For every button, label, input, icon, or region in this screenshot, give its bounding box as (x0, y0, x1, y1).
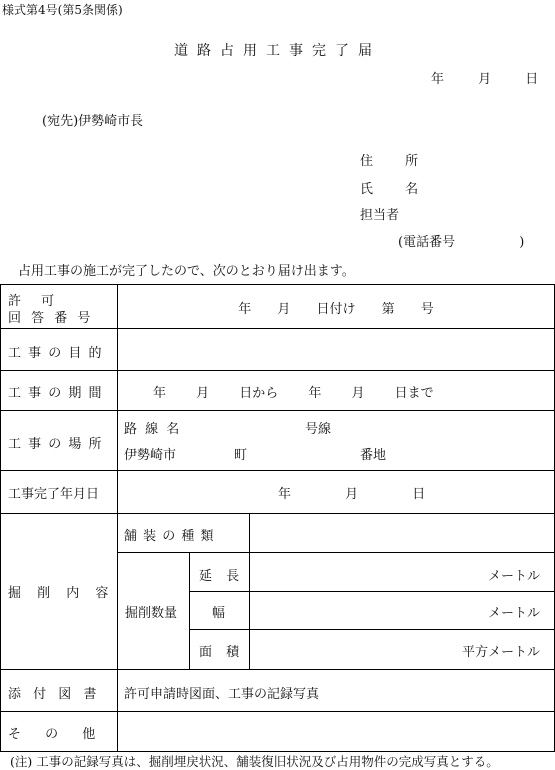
other-value[interactable] (124, 718, 544, 744)
table-rule (189, 629, 555, 630)
submission-date: 年 月 日 (431, 72, 539, 87)
width-unit: メートル (487, 606, 540, 621)
table-rule (0, 284, 555, 285)
location-lot: 番地 (360, 448, 387, 463)
form-title: 道路占用工事完了届 (174, 43, 381, 59)
form-number: 様式第4号(第5条関係) (2, 3, 123, 17)
completion-form-table (0, 284, 555, 752)
completion-date-value: 年 月 日 (278, 487, 426, 502)
applicant-person-label: 担当者 (360, 208, 400, 223)
permit-label-line1: 許 可 (8, 294, 63, 309)
purpose-value[interactable] (124, 336, 544, 364)
permit-value: 年 月 日付け 第 号 (238, 302, 434, 317)
purpose-label: 工 事 の 目 的 (8, 346, 102, 361)
table-rule (189, 552, 190, 669)
permit-label-line2: 回 答 番 号 (8, 311, 91, 326)
length-unit: メートル (487, 569, 540, 584)
intro-text: 占用工事の施工が完了したので、次のとおり届け出ます。 (18, 264, 355, 279)
location-town: 町 (234, 448, 248, 463)
location-label: 工 事 の 場 所 (8, 437, 102, 452)
period-value: 年 月 日から 年 月 日まで (153, 386, 434, 401)
applicant-phone-label: (電話番号 ) (398, 235, 525, 250)
excavation-quantity-label: 掘削数量 (125, 606, 178, 621)
length-label: 延 長 (199, 569, 240, 584)
applicant-name-label: 氏 名 (360, 182, 433, 197)
table-rule (0, 370, 555, 371)
applicant-address-label: 住 所 (360, 154, 433, 169)
table-rule (0, 711, 555, 712)
table-rule (0, 513, 555, 514)
location-route-suffix: 号線 (305, 422, 332, 437)
location-city: 伊勢崎市 (124, 448, 177, 463)
excavation-label: 掘 削 内 容 (8, 586, 109, 601)
table-rule (117, 284, 118, 752)
width-label: 幅 (212, 606, 226, 621)
period-label: 工 事 の 期 間 (8, 386, 102, 401)
pavement-type-label: 舗 装 の 種 類 (124, 529, 214, 544)
table-rule (0, 669, 555, 670)
footnote: (注) 工事の記録写真は、掘削埋戻状況、舗装復旧状況及び占用物件の完成写真とする。 (10, 754, 499, 769)
other-label: そ の 他 (8, 727, 96, 742)
table-rule (0, 470, 555, 471)
location-route-label: 路 線 名 (124, 422, 182, 437)
attachments-value: 許可申請時図面、工事の記録写真 (124, 687, 320, 702)
completion-date-label: 工事完了年月日 (8, 487, 100, 502)
table-rule (0, 410, 555, 411)
attachments-label: 添 付 図 書 (8, 687, 97, 702)
table-rule (0, 328, 555, 329)
addressee: (宛先)伊勢崎市長 (42, 114, 144, 129)
area-label: 面 積 (199, 645, 240, 660)
area-unit: 平方メートル (461, 645, 540, 660)
table-rule (117, 552, 555, 553)
table-rule (0, 284, 1, 752)
table-rule (189, 591, 555, 592)
